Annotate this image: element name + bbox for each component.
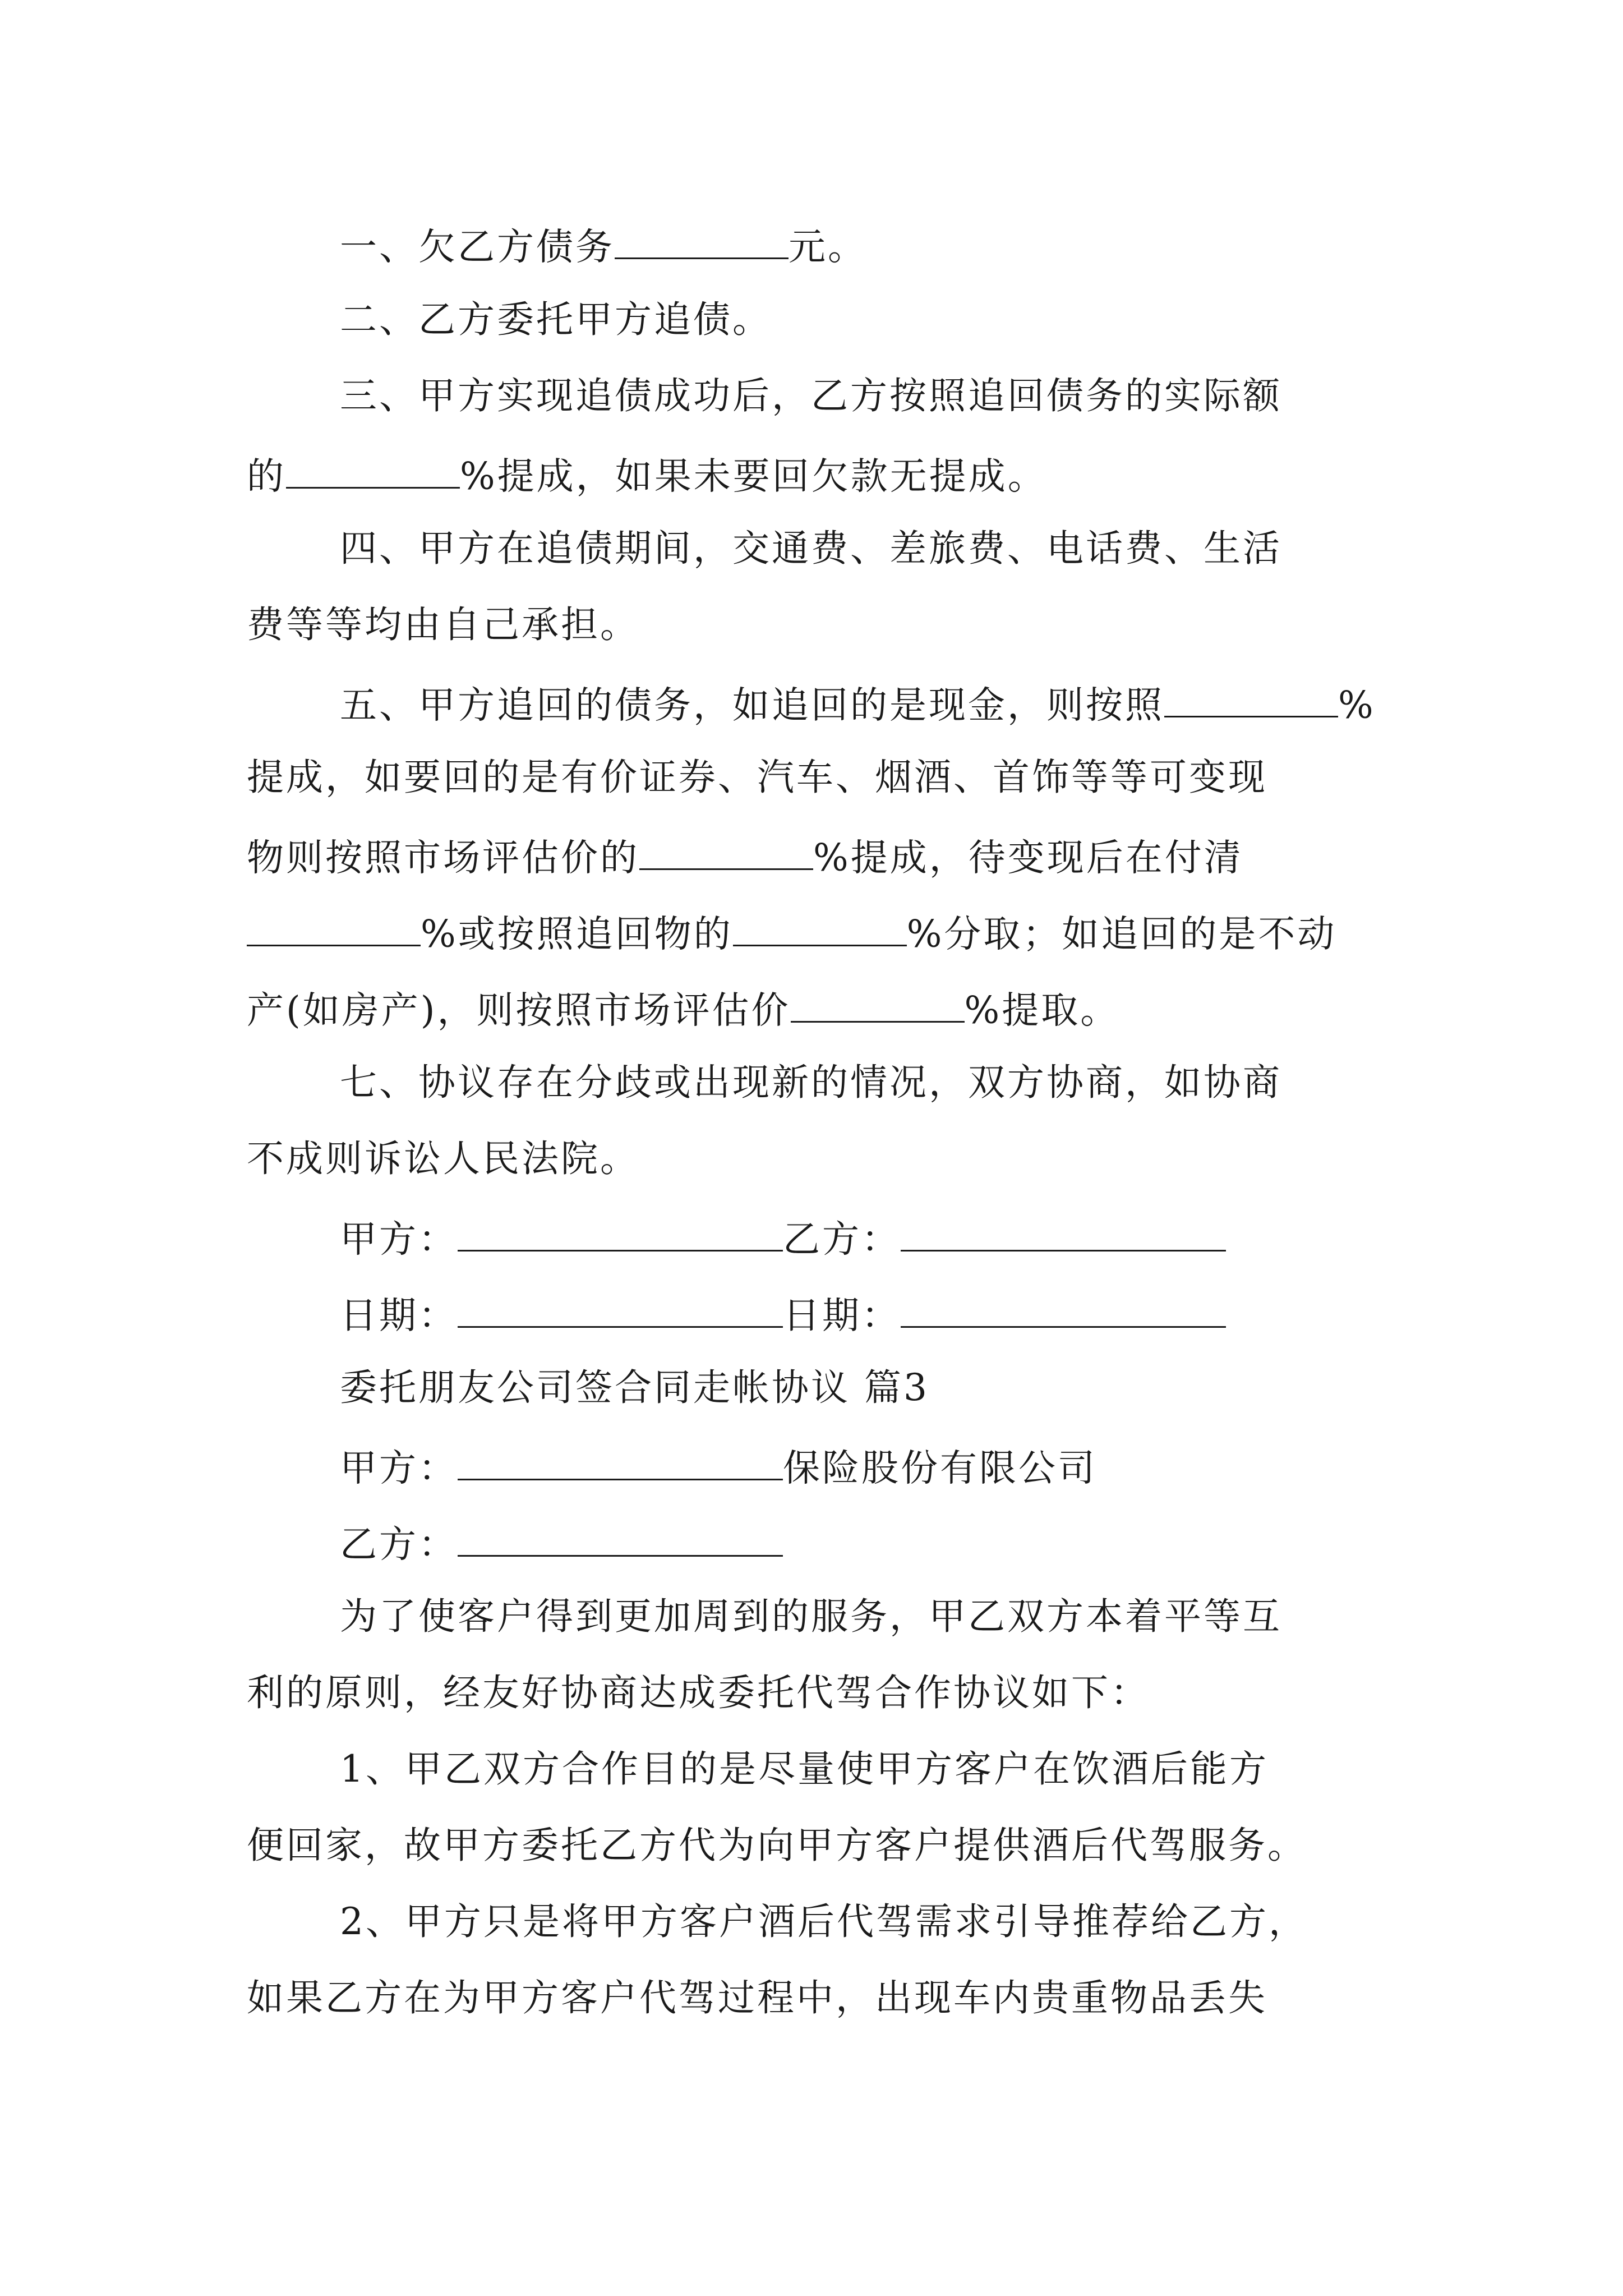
blank-field — [458, 1522, 783, 1557]
blank-field — [458, 1293, 783, 1328]
clause-2: 二、乙方委托甲方追债。 — [340, 298, 772, 341]
clause-7-line-2: 不成则诉讼人民法院。 — [247, 1137, 639, 1180]
blank-field — [286, 454, 460, 489]
clause-5-text-a: 五、甲方追回的债务，如追回的是现金，则按照 — [340, 683, 1164, 727]
blank-field — [247, 912, 421, 946]
clause-5-line-1 — [340, 683, 1484, 727]
item-1-line-1: 1、甲乙双方合作目的是尽量使甲方客户在饮酒后能方 — [340, 1747, 1269, 1791]
clause-5-text-h: %提取。 — [964, 988, 1120, 1032]
blank-field — [458, 1217, 783, 1251]
blank-field — [901, 1293, 1226, 1328]
blank-field — [733, 912, 907, 946]
clause-1 — [340, 224, 1484, 269]
blank-field — [615, 224, 789, 259]
clause-3-line-1: 三、甲方实现追债成功后，乙方按照追回债务的实际额 — [340, 374, 1282, 417]
clause-3-text-b: %提成，如果未要回欠款无提成。 — [460, 454, 1047, 498]
clause-4-line-1: 四、甲方在追债期间，交通费、差旅费、电话费、生活 — [340, 527, 1282, 570]
item-2-line-1: 2、甲方只是将甲方客户酒后代驾需求引导推荐给乙方， — [340, 1900, 1308, 1943]
party-b-label: 乙方： — [340, 1522, 458, 1566]
blank-field — [791, 988, 965, 1023]
party-a-label: 甲方： — [340, 1446, 458, 1490]
clause-5-line-5 — [247, 988, 1391, 1032]
date-b-label: 日期： — [783, 1294, 901, 1337]
clause-4-line-2: 费等等均由自己承担。 — [247, 603, 639, 646]
clause-5-text-b: % — [1338, 683, 1376, 727]
blank-field — [458, 1446, 783, 1480]
clause-1-text: 一、欠乙方债务 — [340, 225, 615, 269]
clause-5-line-2: 提成，如要回的是有价证券、汽车、烟酒、首饰等等可变现 — [247, 756, 1267, 799]
clause-5-text-d: %提成，待变现后在付清 — [813, 836, 1243, 880]
party-b-label: 乙方： — [783, 1217, 901, 1261]
clause-5-line-4 — [247, 912, 1391, 956]
preamble-line-1: 为了使客户得到更加周到的服务，甲乙双方本着平等互 — [340, 1595, 1282, 1638]
clause-7-line-1: 七、协议存在分歧或出现新的情况，双方协商，如协商 — [340, 1061, 1282, 1104]
clause-1-unit: 元。 — [789, 225, 867, 269]
signature-date-row — [340, 1293, 1484, 1337]
clause-5-text-f: %分取；如追回的是不动 — [906, 912, 1337, 956]
blank-field — [901, 1217, 1226, 1251]
preamble-line-2: 利的原则，经友好协商达成委托代驾合作协议如下： — [247, 1671, 1150, 1714]
clause-5-text-e: %或按照追回物的 — [421, 912, 733, 956]
clause-3-line-2 — [247, 454, 1391, 498]
clause-5-line-3 — [247, 835, 1391, 880]
blank-field — [639, 835, 813, 870]
clause-5-text-c: 物则按照市场评估价的 — [247, 836, 639, 880]
item-2-line-2: 如果乙方在为甲方客户代驾过程中，出现车内贵重物品丢失 — [247, 1976, 1267, 2019]
blank-field — [1164, 683, 1338, 717]
item-1-line-2: 便回家，故甲方委托乙方代为向甲方客户提供酒后代驾服务。 — [247, 1824, 1307, 1867]
party-a-row — [340, 1446, 1484, 1490]
signature-party-row — [340, 1217, 1484, 1261]
section-heading: 委托朋友公司签合同走帐协议 篇3 — [340, 1366, 929, 1409]
clause-5-text-g: 产(如房产)，则按照市场评估价 — [247, 988, 791, 1032]
party-b-row — [340, 1522, 1484, 1566]
clause-3-text-a: 的 — [247, 454, 286, 498]
party-a-label: 甲方： — [340, 1217, 458, 1261]
party-a-company: 保险股份有限公司 — [783, 1446, 1097, 1490]
date-a-label: 日期： — [340, 1294, 458, 1337]
